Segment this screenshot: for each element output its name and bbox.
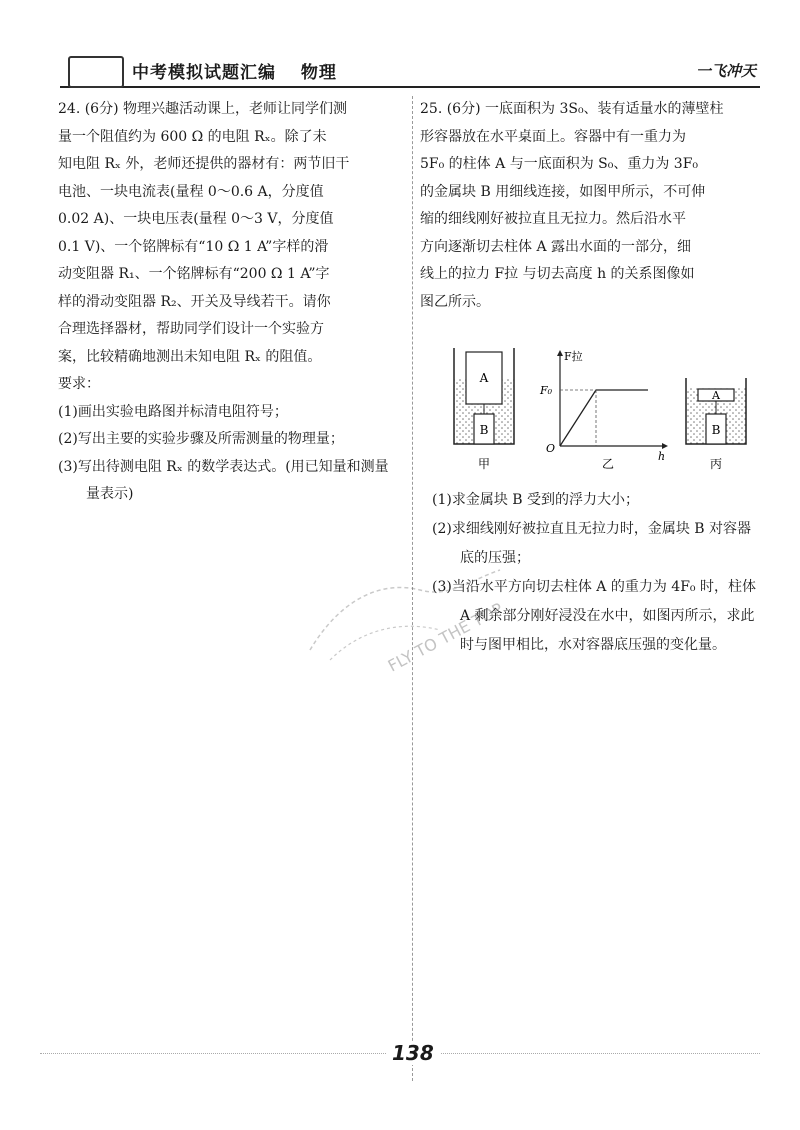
- figure-yi: [539, 349, 668, 471]
- label-a-jia: A: [479, 371, 489, 385]
- label-a-bing: A: [712, 389, 720, 402]
- q25-question-3: (3)当沿水平方向切去柱体 A 的重力为 4F₀ 时，柱体 A 剩余部分刚好浸没在水中，如图丙所示，求此时与图甲相比，水对容器底压强的变化量。: [432, 579, 756, 653]
- x-axis-arrow-icon: [662, 443, 668, 449]
- q25-line: 方向逐渐切去柱体 A 露出水面的一部分，细: [420, 238, 692, 255]
- axis-y-label: F拉: [564, 350, 583, 363]
- brand-label: 一飞冲天: [695, 62, 756, 80]
- caption-yi: 乙: [601, 457, 615, 471]
- watermark-logo: [300, 560, 540, 680]
- f0-label: F₀: [540, 384, 553, 397]
- q24-line: 案，比较精确地测出未知电阻 Rₓ 的阻值。: [58, 348, 322, 365]
- q24-line: 24. (6分) 物理兴趣活动课上，老师让同学们测: [58, 101, 347, 117]
- figure-jia: [454, 348, 514, 471]
- q25-figures: [440, 348, 760, 486]
- q25-line: 形容器放在水平桌面上。容器中有一重力为: [420, 128, 686, 145]
- q24-item-1: (1)画出实验电路图并标清电阻符号；: [58, 403, 288, 420]
- label-b-jia: B: [479, 423, 489, 437]
- q24-line: 0.02 A)、一块电压表(量程 0～3 V，分度值: [58, 211, 334, 227]
- q25-line: 缩的细线刚好被拉直且无拉力。然后沿水平: [420, 211, 686, 227]
- question-25: [420, 96, 758, 316]
- series-title: [132, 58, 337, 83]
- q24-item-3: (3)写出待测电阻 Rₓ 的数学表达式。(用已知量和测量量表示): [58, 458, 389, 502]
- q25-line: 5F₀ 的柱体 A 与一底面积为 S₀、重力为 3F₀: [420, 156, 699, 172]
- tension-line-rising: [560, 390, 596, 446]
- q24-requirements-label: 要求：: [58, 376, 100, 392]
- series-title-text: 中考模拟试题汇编: [132, 63, 276, 83]
- q24-line: 电池、一块电流表(量程 0～0.6 A，分度值: [58, 183, 324, 200]
- q25-line: 图乙所示。: [420, 293, 490, 310]
- series-logo-icon: [68, 56, 124, 88]
- q24-line: 动变阻器 R₁、一个铭牌标有“200 Ω 1 A”字: [58, 266, 330, 282]
- q24-item-2: (2)写出主要的实验步骤及所需测量的物理量；: [58, 431, 344, 447]
- q24-line: 样的滑动变阻器 R₂、开关及导线若干。请你: [58, 293, 331, 310]
- label-b-bing: B: [711, 423, 721, 437]
- caption-jia: 甲: [477, 457, 491, 471]
- q24-line: 合理选择器材，帮助同学们设计一个实验方: [58, 321, 324, 337]
- origin-label: O: [546, 442, 556, 455]
- question-24: [58, 96, 398, 509]
- y-axis-arrow-icon: [557, 350, 563, 356]
- page-number: 138: [386, 1041, 440, 1065]
- watermark-text: FLY TO THE TOP: [384, 599, 507, 676]
- q25-line: 线上的拉力 F拉 与切去高度 h 的关系图像如: [420, 266, 695, 282]
- q24-line: 量一个阻值约为 600 Ω 的电阻 Rₓ。除了未: [58, 128, 327, 145]
- axis-x-label: h: [658, 450, 666, 463]
- q24-line: 知电阻 Rₓ 外，老师还提供的器材有：两节旧干: [58, 156, 350, 172]
- q25-line: 25. (6分) 一底面积为 3S₀、装有适量水的薄壁柱: [420, 101, 724, 117]
- q25-question-1: (1)求金属块 B 受到的浮力大小；: [432, 492, 640, 508]
- q25-line: 的金属块 B 用细线连接，如图甲所示，不可伸: [420, 183, 706, 200]
- caption-bing: 丙: [709, 457, 723, 471]
- subject-label: 物理: [300, 63, 337, 83]
- q25-question-2: (2)求细线刚好被拉直且无拉力时，金属块 B 对容器底的压强；: [432, 521, 752, 566]
- figure-bing: [686, 378, 746, 471]
- q24-line: 0.1 V)、一个铭牌标有“10 Ω 1 A”字样的滑: [58, 238, 329, 255]
